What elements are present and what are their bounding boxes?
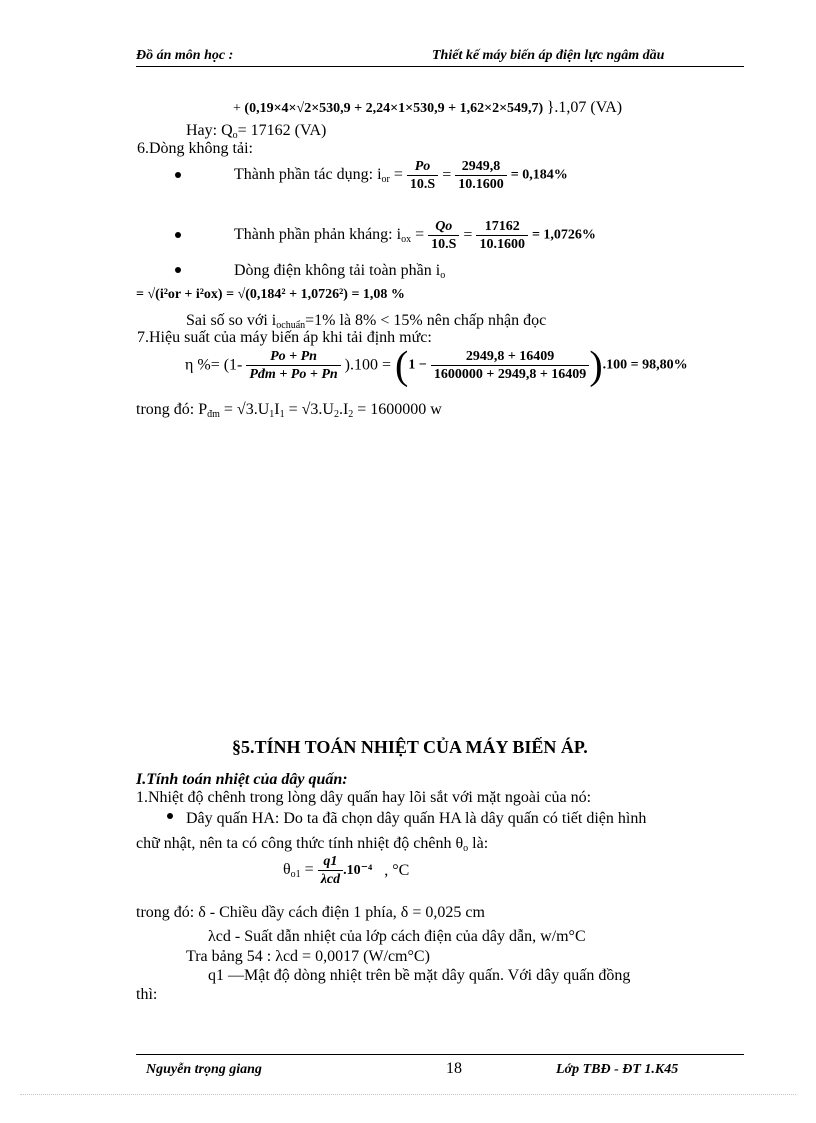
iox-sub: ox <box>401 234 412 245</box>
eta-paren-close: ) <box>589 342 603 388</box>
pdm-u2: = √3.U <box>284 401 334 418</box>
bullet-dot <box>175 232 181 238</box>
thi-line: thì: <box>136 986 158 1003</box>
ior-label: Thành phần tác dụng: i <box>234 166 382 183</box>
theta-tail: .10⁻⁴ <box>343 863 373 878</box>
bullet-ha-line-1: Dây quấn HA: Do ta đã chọn dây quấn HA là dây quấn có tiết diện hình <box>186 810 647 827</box>
eta-mid: ).100 = <box>344 356 392 374</box>
io-sub: o <box>440 270 446 281</box>
hay-sub: o <box>232 130 238 141</box>
theta-den: λcd <box>320 872 341 887</box>
ior-frac-1 <box>407 158 438 193</box>
iox-num-2: 17162 <box>476 218 528 236</box>
section-7-heading: 7.Hiệu suất của máy biến áp khi tải định mức: <box>137 329 432 346</box>
eta-result: .100 = 98,80% <box>602 357 688 373</box>
hay-value: = 17162 (VA) <box>237 122 327 139</box>
page-number: 18 <box>446 1060 462 1077</box>
formula-top-body: (0,19×4×√2×530,9 + 2,24×1×530,9 + 1,62×2×549,7) <box>244 101 544 116</box>
hay-line <box>186 122 326 141</box>
io-formula: = √(i²or + i²ox) = √(0,184² + 1,0726²) = 1,08 % <box>136 287 405 302</box>
section-5-title: §5.TÍNH TOÁN NHIỆT CỦA MÁY BIẾN ÁP. <box>232 737 588 757</box>
pdm-i1-sub: 1 <box>279 409 285 420</box>
eta-frac-2 <box>431 348 589 383</box>
sai-so-label: Sai số so với i <box>186 312 277 329</box>
lambda-line: λcd - Suất dẫn nhiệt của lớp cách điện của dây dẫn, w/m°C <box>208 928 586 945</box>
pdm-i2: .I <box>338 401 349 418</box>
ior-num-1: Po <box>407 158 438 176</box>
iox-result: = 1,0726% <box>531 227 596 243</box>
sai-so-sub: ochuẩn <box>276 320 306 331</box>
bullet-dot <box>175 267 181 273</box>
iox-num-1: Qo <box>428 218 459 236</box>
pdm-line <box>136 401 442 420</box>
pdm-i2-sub: 2 <box>348 409 354 420</box>
pdm-u1-sub: 1 <box>269 409 275 420</box>
section-6-heading: 6.Dòng không tải: <box>137 140 253 157</box>
eta-label: η %= (1- <box>185 356 243 374</box>
ior-line: Thành phần tác dụng: $i_{or}$ = $\frac{Po}{10.S}$ = $\frac{2949,8}{10.1600}$ = 0,184% <box>234 159 568 192</box>
eta-one: 1 − <box>408 357 427 373</box>
pdm-sub: đm <box>207 409 220 420</box>
ior-den-1: 10.S <box>409 177 436 192</box>
formula-top-tail: }.1,07 (VA) <box>546 99 623 116</box>
footer-rule <box>136 1054 744 1055</box>
ior-result: = 0,184% <box>510 167 568 183</box>
sai-so-text: =1% là 8% < 15% nên chấp nhận đọc <box>305 312 547 329</box>
pdm-i1: I <box>274 401 280 418</box>
q1-line: q1 —Mật độ dòng nhiệt trên bề mặt dây quấn. Với dây quấn đồng <box>208 967 631 984</box>
iox-frac-1 <box>428 218 459 253</box>
io-label: Dòng điện không tải toàn phần i <box>234 262 441 279</box>
formula-top <box>233 99 622 117</box>
theta-unit: , °C <box>384 861 410 879</box>
pdm-value: = 1600000 w <box>353 401 442 418</box>
pdm-u1: = √3.U <box>219 401 270 418</box>
bullet-ha-sub: o <box>463 843 469 854</box>
ior-sub: or <box>381 174 390 185</box>
page-bottom-dotted-border <box>20 1094 796 1095</box>
bullet-dot <box>167 813 173 819</box>
pdm-u2-sub: 2 <box>333 409 339 420</box>
header-rule <box>136 66 744 67</box>
delta-line: trong đó: δ - Chiều dầy cách điện 1 phía, δ = 0,025 cm <box>136 904 485 921</box>
ior-frac-2 <box>455 158 507 193</box>
formula-top-plus: + <box>233 101 241 116</box>
ior-num-2: 2949,8 <box>455 158 507 176</box>
hay-label: Hay: Q <box>186 122 233 139</box>
header-right: Thiết kế máy biến áp điện lực ngâm dầu <box>432 48 665 63</box>
section-i-heading: I.Tính toán nhiệt của dây quấn: <box>136 771 348 788</box>
item-1-text: 1.Nhiệt độ chênh trong lòng dây quấn hay lõi sắt với mặt ngoài của nó: <box>136 789 592 806</box>
iox-frac-2 <box>476 218 528 253</box>
theta-frac <box>318 853 343 888</box>
theta-num: q1 <box>318 853 343 871</box>
iox-line: Thành phần phản kháng: $i_{ox}$ = $\frac{Qo}{10.S}$ = $\frac{17162}{10.1600}$ = 1,0726% <box>234 219 596 252</box>
io-line <box>234 262 445 281</box>
ior-den-2: 10.1600 <box>458 177 504 192</box>
eta-paren-open: ( <box>395 342 409 388</box>
eta-line <box>185 342 688 388</box>
eta-frac-1 <box>246 348 340 383</box>
tra-bang-line: Tra bảng 54 : λcd = 0,0017 (W/cm°C) <box>186 948 430 965</box>
iox-den-2: 10.1600 <box>479 237 525 252</box>
bullet-ha-end: là: <box>468 835 489 852</box>
theta-formula: $\theta_{o1}$ = $\frac{q1}{\text{λcd}}$ .10⁻⁴ , °C <box>283 854 410 887</box>
footer-class: Lớp TBĐ - ĐT 1.K45 <box>556 1062 679 1077</box>
eta-num-2: 2949,8 + 16409 <box>431 348 589 366</box>
bullet-dot <box>175 172 181 178</box>
theta-symbol: θ <box>283 861 291 878</box>
header-left: Đồ án môn học : <box>136 48 234 63</box>
bullet-ha-line-2 <box>136 835 488 854</box>
bullet-ha-text: chữ nhật, nên ta có công thức tính nhiệt độ chênh θ <box>136 835 464 852</box>
iox-den-1: 10.S <box>431 237 457 252</box>
theta-sub: o1 <box>290 869 301 880</box>
pdm-label: trong đó: P <box>136 401 208 418</box>
eta-den-2: 1600000 + 2949,8 + 16409 <box>433 367 587 382</box>
footer-author: Nguyễn trọng giang <box>146 1062 262 1077</box>
eta-num-1: Po + Pn <box>246 348 340 366</box>
iox-label: Thành phần phản kháng: i <box>234 226 402 243</box>
eta-den-1: Pđm + Po + Pn <box>249 367 338 382</box>
